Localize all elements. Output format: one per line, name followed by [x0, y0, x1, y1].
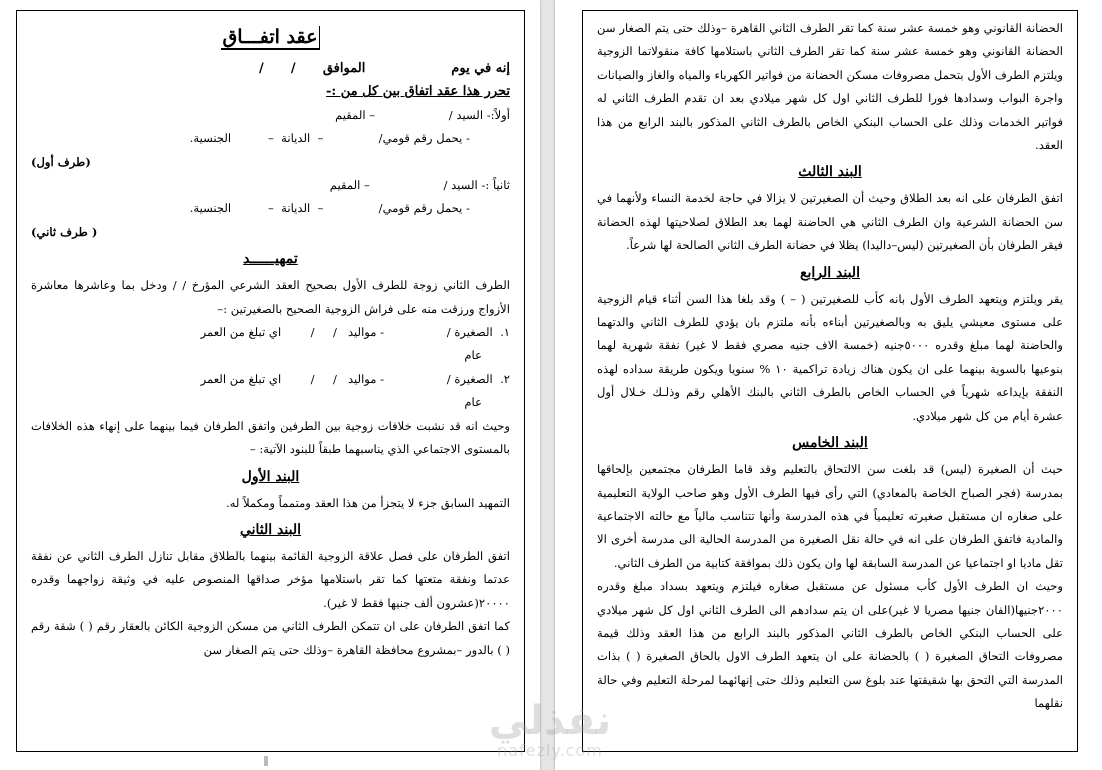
- page-marker: [264, 756, 268, 766]
- clause-1-heading: البند الأول: [241, 468, 300, 485]
- party1-tag: (طرف أول): [31, 154, 91, 169]
- clause-3-text: اتفق الطرفان على انه بعد الطلاق وحيث أن الصغيرتين لا يزالا في حاجة لخدمة النساء ولأنهما في سن الحضانة الشرعية وان الطرف الثاني هي الحاضنة لهما بعد الطلاق لصلاحيتها لهذه الحضانة فيقر الطرفان بأن الصغيرتين (ليس–داليدا) يظلا في حضانة الطرف الثاني الصالحة لها شرعاً.: [597, 191, 1063, 253]
- watermark-arabic-text: نفذلي: [488, 698, 612, 744]
- continuation-paragraph: الحضانة القانوني وهو خمسة عشر سنة كما تقر الطرف الثاني القاهرة –وذلك حتى يتم الصغار سن الحضانة القانوني وهو خمسة عشر سنة كما تقر الطرف الثاني باستلامها كافة منقولاتما الزوجية ويلتزم الطرف الأول بتحمل مصروفات مسكن الحضانة من فواتير الكهرباء والمياه والغاز والصيانات واجرة البواب وسدادها فورا للطرف الثاني اول كل شهر ميلادي بعد ان تقدم الطرف الثاني له فواتير الخدمات وذلك على الحساب البنكي الخاص بالطرف الثاني المذكور بالبند الرابع من هذا العقد.: [597, 21, 1063, 153]
- preamble-paragraph-2: وحيث انه قد نشبت خلافات زوجية بين الطرفين واتفق الطرفان فيما بينهما على إنهاء هذه الخلافات بالمستوى الاجتماعي الذي يناسبهما طبقاً للبنود الآتية: –: [31, 418, 510, 457]
- clause-5-paragraph-1: حيث أن الصغيرة (ليس) قد بلغت سن الالتحاق بالتعليم وقد قاما الطرفان مجتمعين بإلحاقها بمدرسة (فجر الصباح الخاصة بالمعادي) التي رأى فيها الطرف الأول وهو صاحب الولاية التعليمية على صغاره ان مستقبل صغيرته تعليمياً في هذه المدرسة وأنها تتناسب مالياً مع حالته الاجتماعية والمادية فاتفق الطرفان على انه في حالة نقل الصغيرة من المدرسة الحالية الى مدرسة أخرى الا تقل ماديا او اجتماعيا عن المدرسة السابقة لها وان يكون ذلك بموافقة كتابية من الطرف الثاني.: [597, 462, 1063, 570]
- clause-2-paragraph-2: كما اتفق الطرفان على ان تتمكن الطرف الثاني من مسكن الزوجية الكائن بالعقار رقم ( ) شقة رقم ( ) بالدور –بمشروع محافظة القاهرة –وذلك حتى يتم الصغار سن: [31, 619, 510, 657]
- clause-2-heading: البند الثاني: [239, 521, 302, 538]
- clause-5-paragraph-2: وحيث ان الطرف الأول كأب مسئول عن مستقبل صغاره فيلتزم ويتعهد بسداد مبلغ وقدره ٢٠٠٠جنيها(الفان جنيها مصريا لا غير)على ان يتم سدادهم الى الطرف الثاني اول كل شهر ميلادي على الحساب البنكي الخاص بالطرف الثاني المذكور بالبند الرابع من هذا العقد وذلك قيمة مصروفات التحاق الصغيرة ( ) بالحضانة على ان يتعهد الطرف الاول بالحاق الصغيرة ( ) بذات المدرسة التي التحق بها شقيقتها عند بلوغ سن التعليم وذلك حتى إنهائهما لمرحلة التعليم وفي حالة نقلهما: [597, 579, 1063, 711]
- page-content: [583, 11, 1077, 716]
- page-border-frame: [16, 10, 525, 752]
- preamble-heading: تمهيــــــد: [243, 251, 298, 268]
- party2-tag: ( طرف ثاني): [31, 224, 98, 239]
- party1-line1: أولاً:- السيد / – المقيم: [335, 107, 510, 122]
- date-line: إنه في يوم الموافق / /: [259, 61, 510, 76]
- clause-3-heading: البند الثالث: [798, 164, 862, 181]
- page-border-frame: [582, 10, 1078, 752]
- party1-line2: - يحمل رقم قومي/ – الديانة – الجنسية.: [189, 131, 470, 146]
- contract-title: عقد اتفـــاق: [31, 17, 510, 57]
- clause-4-text: يقر ويلتزم ويتعهد الطرف الأول بانه كأب للصغيرتين ( – ) وقد بلغا هذا السن أثناء قيام الزوجية على مستوى معيشي يليق به وبالصغيرتين أبناءه بأنه ملتزم بان يؤدي للطرف الثاني والدتهما والحاضنة لهما مبلغ وقدره ٥٠٠٠جنيه (خمسة الاف جنيه مصري فقط لا غير) نفقة شهرية لهما بنوعيها بالسوية بينهما على ان يكون هناك زيادة تراكمية ١٠ % سنويا ويكون طريقة سداده لهذه النفقة بإيداعه شهرياً في الحساب الخاص بالطرف الثاني بالبنك الأهلي رقم وذلـك خـلال أول عشرة أيام من كل شهر ميلادي.: [597, 291, 1063, 423]
- child-1-tail: عام: [464, 348, 482, 363]
- document-page-right: [555, 0, 1102, 770]
- clause-4-heading: البند الرابع: [800, 264, 860, 281]
- preamble-paragraph-1: الطرف الثاني زوجة للطرف الأول بصحيح العقد الشرعي المؤرخ / / ودخل بما وعاشرها معاشرة الأزواج ورزقت منه على فراش الزوجية الصحيح بالصغيرتين :–: [31, 278, 510, 316]
- watermark-latin-text: nafezly.com: [497, 741, 603, 760]
- child-2-line: ٢. الصغيرة / - مواليد / / اي تبلغ من العمر: [200, 371, 510, 386]
- clause-5-heading: البند الخامس: [792, 435, 868, 452]
- intro-line: تحرر هذا عقد اتفاق بين كل من :-: [326, 84, 510, 100]
- child-1-line: ١. الصغيرة / - مواليد / / اي تبلغ من العمر: [200, 325, 510, 340]
- page-content: [17, 11, 524, 662]
- party2-line2: - يحمل رقم قومي/ – الديانة – الجنسية.: [189, 201, 470, 216]
- party2-line1: ثانياً :- السيد / – المقيم: [329, 178, 510, 193]
- clause-1-text: التمهيد السابق جزء لا يتجزأ من هذا العقد ومتمماً ومكملاً له.: [226, 495, 510, 510]
- child-2-tail: عام: [464, 395, 482, 410]
- clause-2-paragraph-1: اتفق الطرفان على فصل علاقة الزوجية القائمة بينهما بالطلاق مقابل تنازل الطرف الثاني عن نفقة عدتما ونفقة متعتها كما تقر باستلامها مؤخر صداقها المنصوص عليه في وثيقة زواجهما وقدره ٢٠٠٠٠(عشرون ألف جنيها فقط لا غير).: [31, 548, 510, 610]
- document-page-left: [0, 0, 540, 770]
